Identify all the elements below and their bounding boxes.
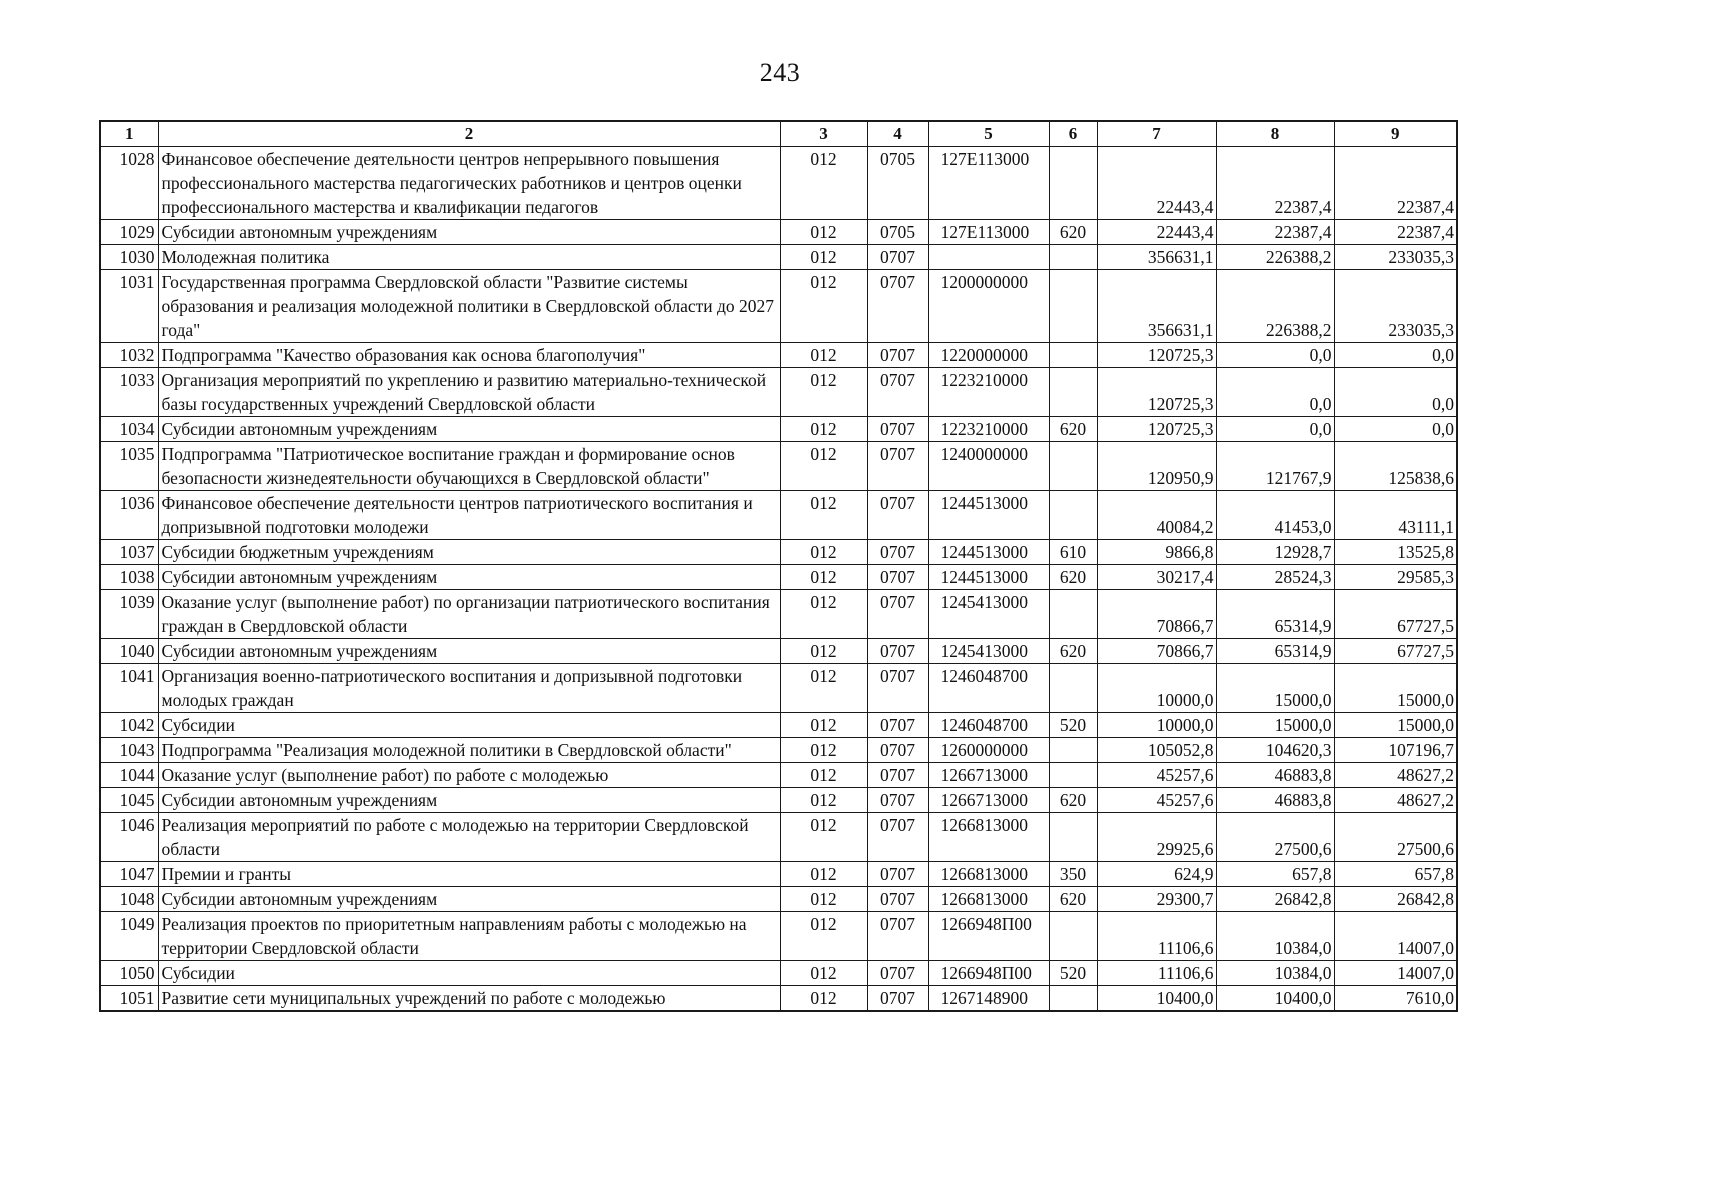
row-number-cell: 1032 xyxy=(100,343,158,368)
target-article-cell xyxy=(928,245,1049,270)
table-body xyxy=(100,147,1457,1012)
amount-col8-cell: 65314,9 xyxy=(1216,639,1334,664)
amount-col8-cell: 15000,0 xyxy=(1216,664,1334,713)
table-row xyxy=(100,788,1457,813)
amount-col8-cell: 657,8 xyxy=(1216,862,1334,887)
row-number-cell: 1029 xyxy=(100,220,158,245)
amount-col7-cell: 356631,1 xyxy=(1097,245,1216,270)
row-name-cell: Организация мероприятий по укреплению и развитию материально-технической базы государственных учреждений Свердловской области xyxy=(158,368,780,417)
row-name-cell: Премии и гранты xyxy=(158,862,780,887)
ministry-code-cell: 012 xyxy=(780,912,867,961)
amount-col8-cell: 10384,0 xyxy=(1216,912,1334,961)
amount-col8-cell: 22387,4 xyxy=(1216,147,1334,220)
amount-col8-cell: 15000,0 xyxy=(1216,713,1334,738)
target-article-cell: 1244513000 xyxy=(928,491,1049,540)
target-article-cell: 1244513000 xyxy=(928,565,1049,590)
amount-col8-cell: 65314,9 xyxy=(1216,590,1334,639)
target-article-cell: 1267148900 xyxy=(928,986,1049,1012)
row-name-cell: Субсидии xyxy=(158,961,780,986)
section-code-cell: 0707 xyxy=(867,590,928,639)
target-article-cell: 1246048700 xyxy=(928,664,1049,713)
section-code-cell: 0705 xyxy=(867,147,928,220)
ministry-code-cell: 012 xyxy=(780,713,867,738)
amount-col7-cell: 70866,7 xyxy=(1097,639,1216,664)
amount-col9-cell: 67727,5 xyxy=(1334,639,1457,664)
row-number-cell: 1038 xyxy=(100,565,158,590)
table-row xyxy=(100,961,1457,986)
section-code-cell: 0707 xyxy=(867,961,928,986)
amount-col9-cell: 0,0 xyxy=(1334,368,1457,417)
expense-type-cell xyxy=(1049,986,1097,1012)
row-name-cell: Подпрограмма "Патриотическое воспитание граждан и формирование основ безопасности жизнедеятельности обучающихся в Свердловской области" xyxy=(158,442,780,491)
row-name-cell: Субсидии автономным учреждениям xyxy=(158,417,780,442)
target-article-cell: 1266813000 xyxy=(928,813,1049,862)
ministry-code-cell: 012 xyxy=(780,738,867,763)
amount-col7-cell: 120725,3 xyxy=(1097,343,1216,368)
table-row xyxy=(100,442,1457,491)
table-row xyxy=(100,664,1457,713)
page-number: 243 xyxy=(759,58,801,87)
row-number-cell: 1051 xyxy=(100,986,158,1012)
ministry-code-cell: 012 xyxy=(780,590,867,639)
row-number-cell: 1031 xyxy=(100,270,158,343)
section-code-cell: 0707 xyxy=(867,368,928,417)
section-code-cell: 0707 xyxy=(867,738,928,763)
amount-col7-cell: 30217,4 xyxy=(1097,565,1216,590)
header-cell-9: 9 xyxy=(1334,121,1457,147)
amount-col9-cell: 43111,1 xyxy=(1334,491,1457,540)
header-cell-3: 3 xyxy=(780,121,867,147)
target-article-cell: 1223210000 xyxy=(928,368,1049,417)
amount-col9-cell: 233035,3 xyxy=(1334,270,1457,343)
amount-col7-cell: 29925,6 xyxy=(1097,813,1216,862)
amount-col7-cell: 45257,6 xyxy=(1097,788,1216,813)
amount-col7-cell: 624,9 xyxy=(1097,862,1216,887)
table-row xyxy=(100,540,1457,565)
row-number-cell: 1037 xyxy=(100,540,158,565)
expense-type-cell: 620 xyxy=(1049,417,1097,442)
amount-col9-cell: 22387,4 xyxy=(1334,220,1457,245)
table-row xyxy=(100,590,1457,639)
amount-col9-cell: 26842,8 xyxy=(1334,887,1457,912)
ministry-code-cell: 012 xyxy=(780,417,867,442)
header-cell-6: 6 xyxy=(1049,121,1097,147)
header-cell-7: 7 xyxy=(1097,121,1216,147)
target-article-cell: 127Е113000 xyxy=(928,220,1049,245)
section-code-cell: 0707 xyxy=(867,862,928,887)
section-code-cell: 0705 xyxy=(867,220,928,245)
expense-type-cell xyxy=(1049,245,1097,270)
ministry-code-cell: 012 xyxy=(780,368,867,417)
section-code-cell: 0707 xyxy=(867,565,928,590)
expense-type-cell xyxy=(1049,368,1097,417)
ministry-code-cell: 012 xyxy=(780,862,867,887)
expense-type-cell xyxy=(1049,912,1097,961)
section-code-cell: 0707 xyxy=(867,417,928,442)
ministry-code-cell: 012 xyxy=(780,540,867,565)
target-article-cell: 1220000000 xyxy=(928,343,1049,368)
amount-col8-cell: 0,0 xyxy=(1216,368,1334,417)
table-row xyxy=(100,417,1457,442)
target-article-cell: 1244513000 xyxy=(928,540,1049,565)
target-article-cell: 1245413000 xyxy=(928,590,1049,639)
row-name-cell: Субсидии автономным учреждениям xyxy=(158,639,780,664)
ministry-code-cell: 012 xyxy=(780,664,867,713)
table-row xyxy=(100,912,1457,961)
ministry-code-cell: 012 xyxy=(780,343,867,368)
section-code-cell: 0707 xyxy=(867,713,928,738)
amount-col7-cell: 22443,4 xyxy=(1097,147,1216,220)
target-article-cell: 1266948П00 xyxy=(928,912,1049,961)
row-name-cell: Подпрограмма "Реализация молодежной политики в Свердловской области" xyxy=(158,738,780,763)
expense-type-cell xyxy=(1049,343,1097,368)
row-number-cell: 1035 xyxy=(100,442,158,491)
table-row xyxy=(100,763,1457,788)
amount-col9-cell: 48627,2 xyxy=(1334,788,1457,813)
table-row xyxy=(100,368,1457,417)
row-name-cell: Финансовое обеспечение деятельности центров непрерывного повышения профессионального мастерства педагогических работников и центров оценки профессионального мастерства и квалификации педагогов xyxy=(158,147,780,220)
row-number-cell: 1049 xyxy=(100,912,158,961)
row-name-cell: Подпрограмма "Качество образования как основа благополучия" xyxy=(158,343,780,368)
target-article-cell: 1266948П00 xyxy=(928,961,1049,986)
section-code-cell: 0707 xyxy=(867,664,928,713)
ministry-code-cell: 012 xyxy=(780,147,867,220)
section-code-cell: 0707 xyxy=(867,813,928,862)
target-article-cell: 1266813000 xyxy=(928,887,1049,912)
section-code-cell: 0707 xyxy=(867,540,928,565)
expense-type-cell: 350 xyxy=(1049,862,1097,887)
ministry-code-cell: 012 xyxy=(780,887,867,912)
section-code-cell: 0707 xyxy=(867,887,928,912)
row-name-cell: Субсидии автономным учреждениям xyxy=(158,220,780,245)
expense-type-cell xyxy=(1049,664,1097,713)
amount-col7-cell: 120725,3 xyxy=(1097,417,1216,442)
ministry-code-cell: 012 xyxy=(780,565,867,590)
table-row xyxy=(100,862,1457,887)
section-code-cell: 0707 xyxy=(867,788,928,813)
row-number-cell: 1042 xyxy=(100,713,158,738)
row-name-cell: Субсидии бюджетным учреждениям xyxy=(158,540,780,565)
table-row xyxy=(100,639,1457,664)
target-article-cell: 1223210000 xyxy=(928,417,1049,442)
amount-col9-cell: 0,0 xyxy=(1334,343,1457,368)
row-number-cell: 1040 xyxy=(100,639,158,664)
target-article-cell: 1200000000 xyxy=(928,270,1049,343)
amount-col8-cell: 104620,3 xyxy=(1216,738,1334,763)
expense-type-cell: 520 xyxy=(1049,961,1097,986)
row-name-cell: Государственная программа Свердловской области "Развитие системы образования и реализация молодежной политики в Свердловской области до 2027 года" xyxy=(158,270,780,343)
expense-type-cell: 620 xyxy=(1049,565,1097,590)
amount-col9-cell: 125838,6 xyxy=(1334,442,1457,491)
row-number-cell: 1046 xyxy=(100,813,158,862)
section-code-cell: 0707 xyxy=(867,343,928,368)
row-name-cell: Субсидии xyxy=(158,713,780,738)
expense-type-cell xyxy=(1049,491,1097,540)
target-article-cell: 127Е113000 xyxy=(928,147,1049,220)
amount-col8-cell: 46883,8 xyxy=(1216,788,1334,813)
ministry-code-cell: 012 xyxy=(780,813,867,862)
expense-type-cell xyxy=(1049,738,1097,763)
expense-type-cell xyxy=(1049,442,1097,491)
table-row xyxy=(100,343,1457,368)
row-name-cell: Оказание услуг (выполнение работ) по организации патриотического воспитания граждан в Свердловской области xyxy=(158,590,780,639)
row-number-cell: 1045 xyxy=(100,788,158,813)
expense-type-cell xyxy=(1049,147,1097,220)
table-row xyxy=(100,986,1457,1012)
table-row xyxy=(100,813,1457,862)
row-name-cell: Субсидии автономным учреждениям xyxy=(158,565,780,590)
amount-col8-cell: 10384,0 xyxy=(1216,961,1334,986)
row-number-cell: 1043 xyxy=(100,738,158,763)
row-number-cell: 1047 xyxy=(100,862,158,887)
target-article-cell: 1260000000 xyxy=(928,738,1049,763)
amount-col7-cell: 40084,2 xyxy=(1097,491,1216,540)
amount-col8-cell: 10400,0 xyxy=(1216,986,1334,1012)
table-row xyxy=(100,270,1457,343)
expense-type-cell xyxy=(1049,763,1097,788)
table-row xyxy=(100,147,1457,220)
expense-type-cell: 620 xyxy=(1049,887,1097,912)
amount-col7-cell: 11106,6 xyxy=(1097,912,1216,961)
expense-type-cell: 620 xyxy=(1049,220,1097,245)
row-number-cell: 1030 xyxy=(100,245,158,270)
amount-col9-cell: 0,0 xyxy=(1334,417,1457,442)
target-article-cell: 1266713000 xyxy=(928,788,1049,813)
amount-col7-cell: 10400,0 xyxy=(1097,986,1216,1012)
section-code-cell: 0707 xyxy=(867,912,928,961)
amount-col7-cell: 29300,7 xyxy=(1097,887,1216,912)
amount-col8-cell: 27500,6 xyxy=(1216,813,1334,862)
section-code-cell: 0707 xyxy=(867,245,928,270)
amount-col7-cell: 45257,6 xyxy=(1097,763,1216,788)
ministry-code-cell: 012 xyxy=(780,270,867,343)
row-number-cell: 1041 xyxy=(100,664,158,713)
row-name-cell: Развитие сети муниципальных учреждений по работе с молодежью xyxy=(158,986,780,1012)
amount-col8-cell: 22387,4 xyxy=(1216,220,1334,245)
amount-col9-cell: 14007,0 xyxy=(1334,961,1457,986)
target-article-cell: 1266813000 xyxy=(928,862,1049,887)
amount-col8-cell: 46883,8 xyxy=(1216,763,1334,788)
row-number-cell: 1036 xyxy=(100,491,158,540)
header-cell-2: 2 xyxy=(158,121,780,147)
ministry-code-cell: 012 xyxy=(780,245,867,270)
section-code-cell: 0707 xyxy=(867,442,928,491)
expense-type-cell: 520 xyxy=(1049,713,1097,738)
header-cell-8: 8 xyxy=(1216,121,1334,147)
amount-col7-cell: 105052,8 xyxy=(1097,738,1216,763)
amount-col8-cell: 226388,2 xyxy=(1216,245,1334,270)
header-row xyxy=(100,121,1457,147)
row-number-cell: 1050 xyxy=(100,961,158,986)
row-name-cell: Реализация проектов по приоритетным направлениям работы с молодежью на территории Свердловской области xyxy=(158,912,780,961)
ministry-code-cell: 012 xyxy=(780,986,867,1012)
amount-col7-cell: 120725,3 xyxy=(1097,368,1216,417)
section-code-cell: 0707 xyxy=(867,491,928,540)
amount-col7-cell: 10000,0 xyxy=(1097,713,1216,738)
row-name-cell: Оказание услуг (выполнение работ) по работе с молодежью xyxy=(158,763,780,788)
amount-col9-cell: 48627,2 xyxy=(1334,763,1457,788)
header-cell-4: 4 xyxy=(867,121,928,147)
table-row xyxy=(100,887,1457,912)
header-cell-5: 5 xyxy=(928,121,1049,147)
amount-col9-cell: 7610,0 xyxy=(1334,986,1457,1012)
section-code-cell: 0707 xyxy=(867,763,928,788)
amount-col9-cell: 233035,3 xyxy=(1334,245,1457,270)
amount-col9-cell: 657,8 xyxy=(1334,862,1457,887)
table-row xyxy=(100,220,1457,245)
amount-col9-cell: 27500,6 xyxy=(1334,813,1457,862)
row-name-cell: Субсидии автономным учреждениям xyxy=(158,788,780,813)
table-row xyxy=(100,565,1457,590)
row-number-cell: 1039 xyxy=(100,590,158,639)
amount-col7-cell: 22443,4 xyxy=(1097,220,1216,245)
amount-col8-cell: 26842,8 xyxy=(1216,887,1334,912)
amount-col7-cell: 11106,6 xyxy=(1097,961,1216,986)
ministry-code-cell: 012 xyxy=(780,788,867,813)
row-name-cell: Финансовое обеспечение деятельности центров патриотического воспитания и допризывной подготовки молодежи xyxy=(158,491,780,540)
section-code-cell: 0707 xyxy=(867,270,928,343)
amount-col9-cell: 29585,3 xyxy=(1334,565,1457,590)
amount-col9-cell: 13525,8 xyxy=(1334,540,1457,565)
ministry-code-cell: 012 xyxy=(780,491,867,540)
row-name-cell: Реализация мероприятий по работе с молодежью на территории Свердловской области xyxy=(158,813,780,862)
ministry-code-cell: 012 xyxy=(780,442,867,491)
section-code-cell: 0707 xyxy=(867,986,928,1012)
target-article-cell: 1246048700 xyxy=(928,713,1049,738)
amount-col9-cell: 22387,4 xyxy=(1334,147,1457,220)
table-row xyxy=(100,738,1457,763)
expense-type-cell: 620 xyxy=(1049,639,1097,664)
expense-type-cell xyxy=(1049,270,1097,343)
row-number-cell: 1044 xyxy=(100,763,158,788)
amount-col8-cell: 0,0 xyxy=(1216,417,1334,442)
row-number-cell: 1034 xyxy=(100,417,158,442)
amount-col9-cell: 67727,5 xyxy=(1334,590,1457,639)
table-row xyxy=(100,713,1457,738)
section-code-cell: 0707 xyxy=(867,639,928,664)
row-name-cell: Организация военно-патриотического воспитания и допризывной подготовки молодых граждан xyxy=(158,664,780,713)
amount-col9-cell: 14007,0 xyxy=(1334,912,1457,961)
row-name-cell: Субсидии автономным учреждениям xyxy=(158,887,780,912)
row-name-cell: Молодежная политика xyxy=(158,245,780,270)
amount-col8-cell: 121767,9 xyxy=(1216,442,1334,491)
amount-col7-cell: 356631,1 xyxy=(1097,270,1216,343)
row-number-cell: 1033 xyxy=(100,368,158,417)
ministry-code-cell: 012 xyxy=(780,961,867,986)
table-row xyxy=(100,491,1457,540)
amount-col7-cell: 70866,7 xyxy=(1097,590,1216,639)
target-article-cell: 1245413000 xyxy=(928,639,1049,664)
amount-col8-cell: 28524,3 xyxy=(1216,565,1334,590)
amount-col8-cell: 226388,2 xyxy=(1216,270,1334,343)
amount-col8-cell: 0,0 xyxy=(1216,343,1334,368)
row-number-cell: 1028 xyxy=(100,147,158,220)
amount-col9-cell: 15000,0 xyxy=(1334,713,1457,738)
table-row xyxy=(100,245,1457,270)
amount-col7-cell: 9866,8 xyxy=(1097,540,1216,565)
expense-type-cell: 620 xyxy=(1049,788,1097,813)
header-cell-1: 1 xyxy=(100,121,158,147)
expense-type-cell xyxy=(1049,590,1097,639)
ministry-code-cell: 012 xyxy=(780,639,867,664)
amount-col8-cell: 41453,0 xyxy=(1216,491,1334,540)
budget-table xyxy=(99,120,1458,1012)
amount-col9-cell: 15000,0 xyxy=(1334,664,1457,713)
amount-col7-cell: 120950,9 xyxy=(1097,442,1216,491)
amount-col8-cell: 12928,7 xyxy=(1216,540,1334,565)
expense-type-cell xyxy=(1049,813,1097,862)
ministry-code-cell: 012 xyxy=(780,220,867,245)
amount-col7-cell: 10000,0 xyxy=(1097,664,1216,713)
amount-col9-cell: 107196,7 xyxy=(1334,738,1457,763)
ministry-code-cell: 012 xyxy=(780,763,867,788)
target-article-cell: 1266713000 xyxy=(928,763,1049,788)
expense-type-cell: 610 xyxy=(1049,540,1097,565)
row-number-cell: 1048 xyxy=(100,887,158,912)
target-article-cell: 1240000000 xyxy=(928,442,1049,491)
